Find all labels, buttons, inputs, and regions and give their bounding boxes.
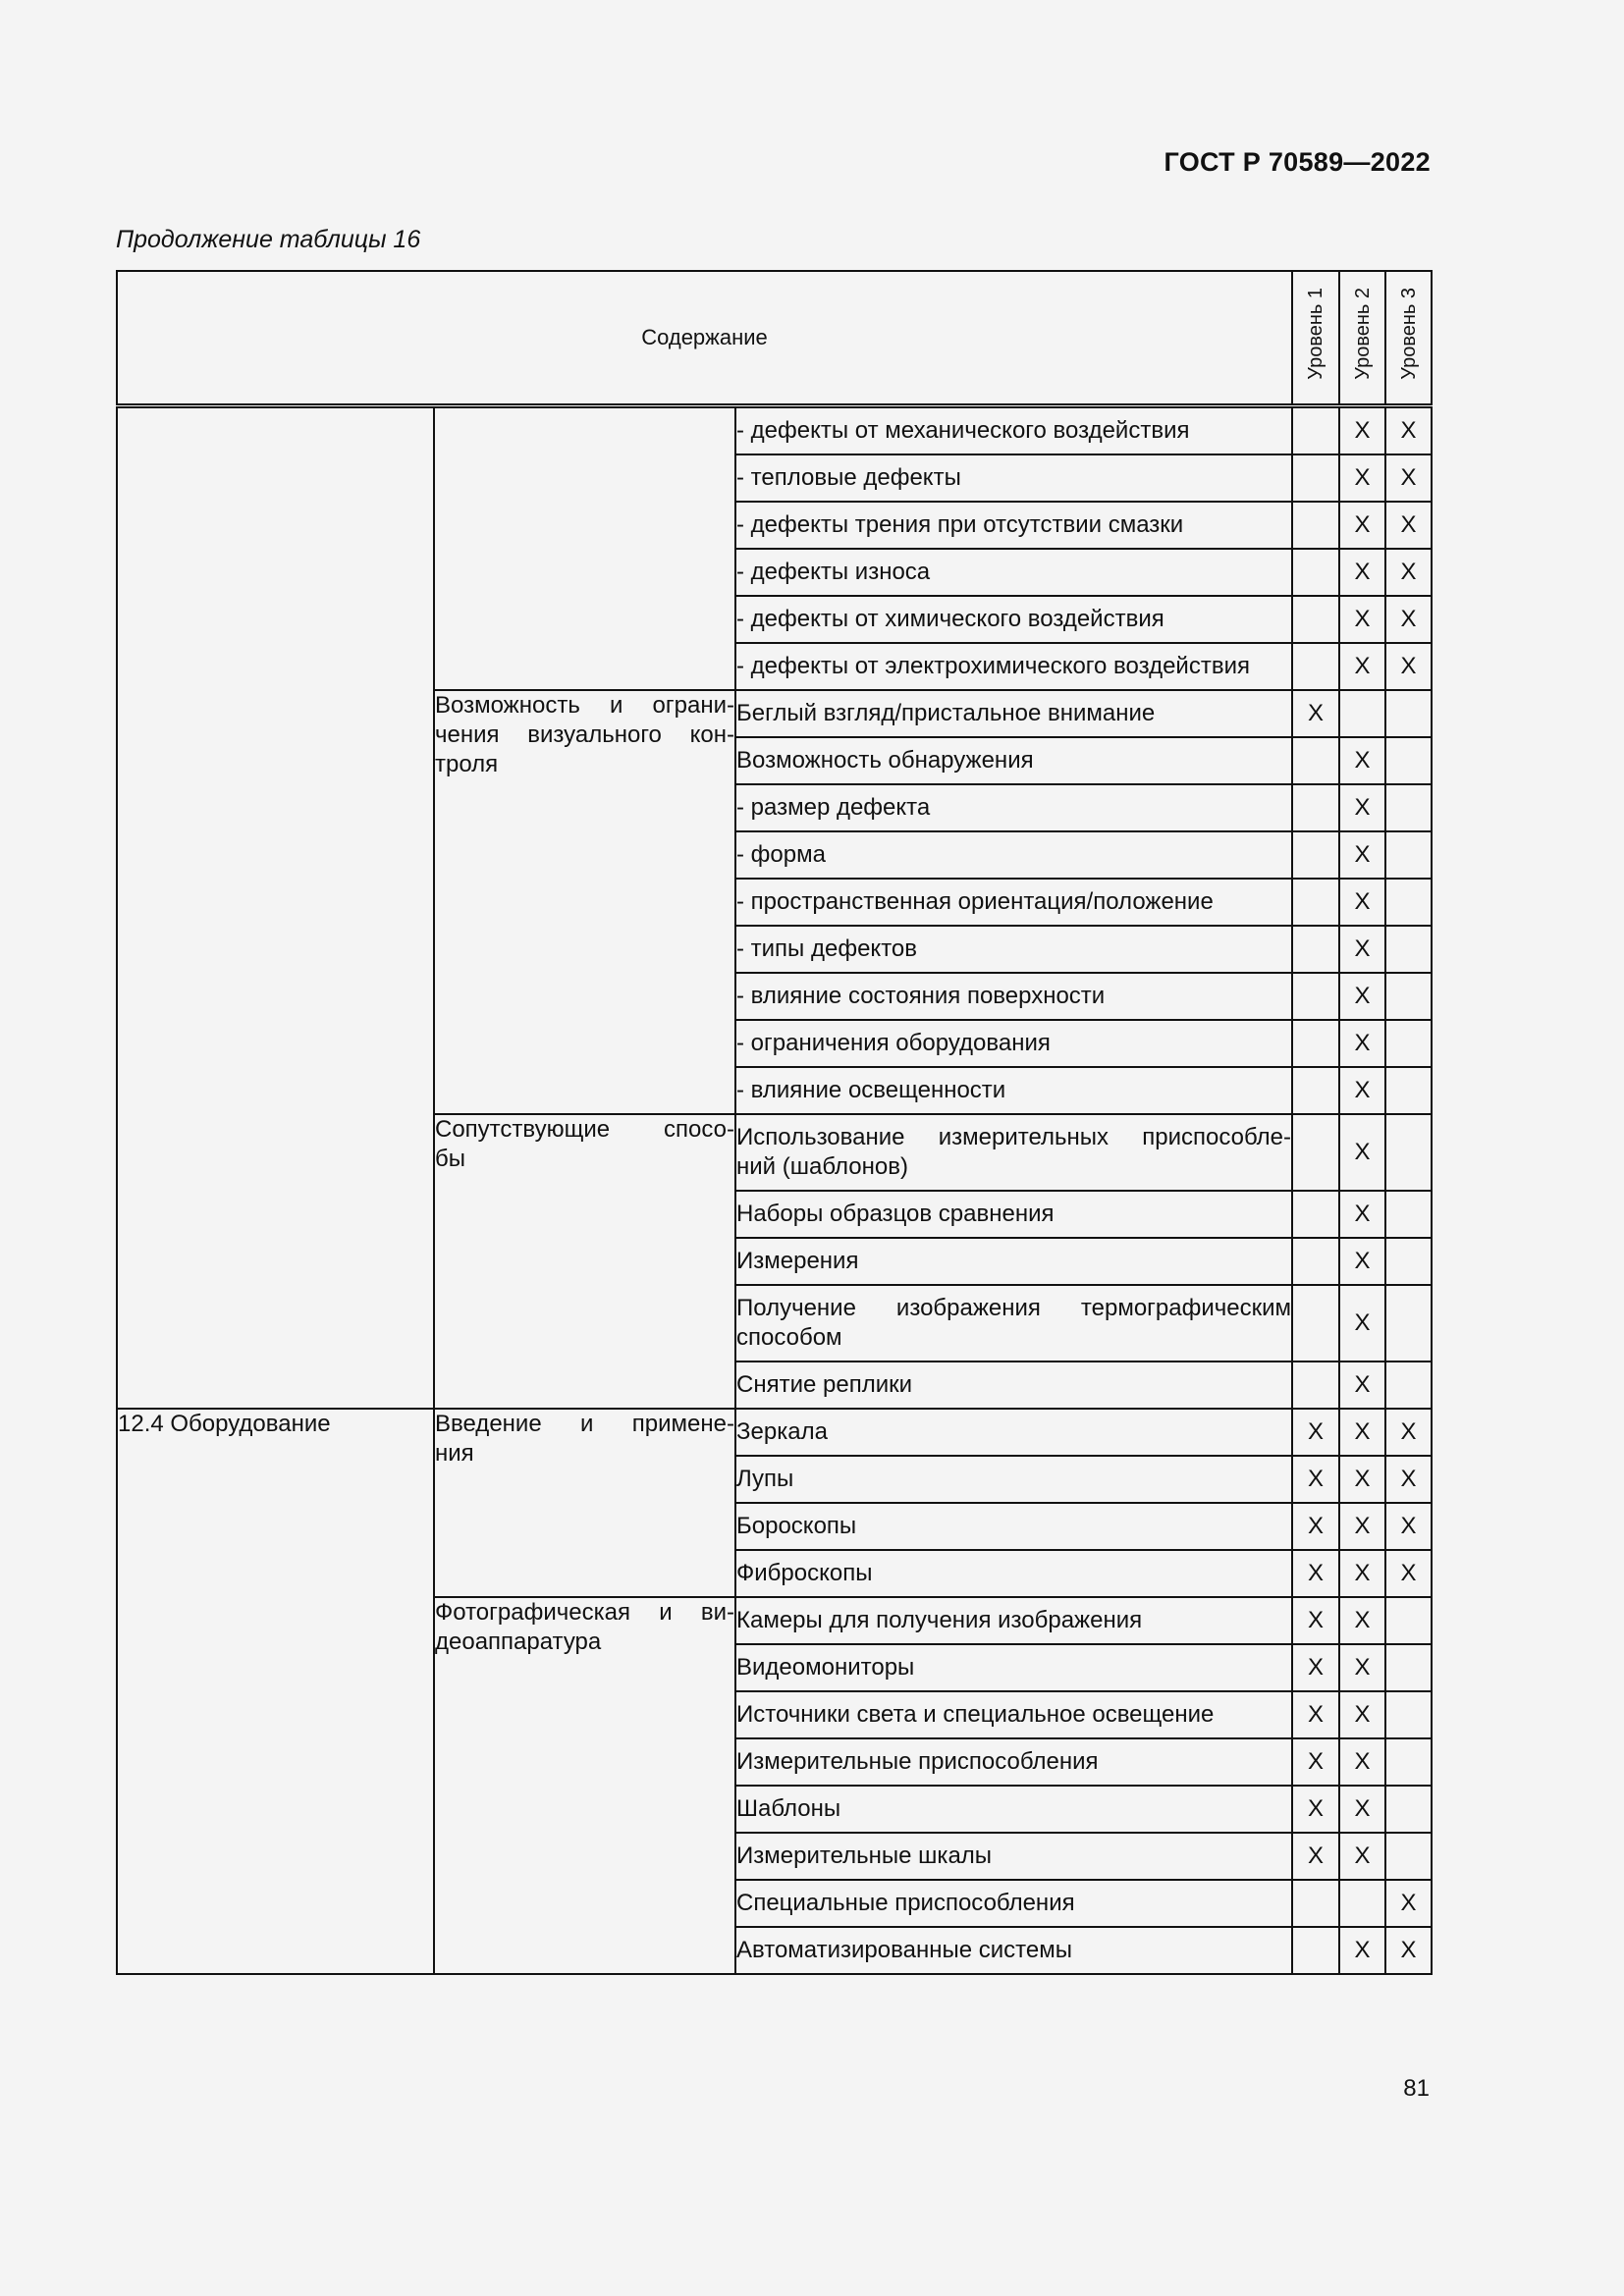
- level-3-mark: [1385, 1362, 1432, 1409]
- level-3-mark: [1385, 1786, 1432, 1833]
- item-cell: - дефекты от электрохимического воздействия: [735, 643, 1292, 690]
- level-3-mark: [1385, 1067, 1432, 1114]
- level-2-mark: X: [1339, 596, 1385, 643]
- level-1-mark: [1292, 831, 1339, 879]
- item-line: способом: [736, 1324, 842, 1351]
- level-1-mark: [1292, 1067, 1339, 1114]
- level-1-mark: [1292, 1362, 1339, 1409]
- subtopic-line: ния: [435, 1440, 474, 1467]
- level-3-mark: [1385, 1691, 1432, 1738]
- item-cell: Видеомониторы: [735, 1644, 1292, 1691]
- level-2-mark: X: [1339, 1833, 1385, 1880]
- level-2-mark: X: [1339, 879, 1385, 926]
- level-3-mark: [1385, 1191, 1432, 1238]
- subtopic-line: деоаппаратура: [435, 1629, 602, 1655]
- level-1-mark: X: [1292, 1503, 1339, 1550]
- level-1-mark: X: [1292, 1644, 1339, 1691]
- level-1-mark: [1292, 1191, 1339, 1238]
- level-1-mark: X: [1292, 1409, 1339, 1456]
- level-1-mark: [1292, 1114, 1339, 1191]
- item-cell: Измерительные шкалы: [735, 1833, 1292, 1880]
- level-3-mark: X: [1385, 549, 1432, 596]
- level-3-mark: X: [1385, 1880, 1432, 1927]
- item-line: Использование измерительных приспособле-: [736, 1124, 1292, 1150]
- level-2-mark: X: [1339, 1285, 1385, 1362]
- level-2-mark: X: [1339, 1238, 1385, 1285]
- item-cell: Снятие реплики: [735, 1362, 1292, 1409]
- level-2-mark: X: [1339, 549, 1385, 596]
- header-level-1: Уровень 1: [1292, 271, 1339, 406]
- item-cell: Беглый взгляд/пристальное внимание: [735, 690, 1292, 737]
- table-header-row: [117, 271, 1432, 406]
- level-3-mark: [1385, 737, 1432, 784]
- header-content: Содержание: [117, 271, 1292, 406]
- level-2-mark: X: [1339, 1738, 1385, 1786]
- section-cell: [117, 406, 434, 1410]
- level-1-mark: X: [1292, 1597, 1339, 1644]
- level-1-mark: [1292, 1285, 1339, 1362]
- requirements-table: [116, 270, 1433, 1975]
- item-cell: - типы дефектов: [735, 926, 1292, 973]
- level-2-mark: X: [1339, 1786, 1385, 1833]
- level-1-mark: [1292, 1238, 1339, 1285]
- level-3-mark: [1385, 1285, 1432, 1362]
- level-2-mark: X: [1339, 1067, 1385, 1114]
- level-1-mark: [1292, 549, 1339, 596]
- table-row: [117, 1409, 1432, 1456]
- table-body: [117, 406, 1432, 1975]
- item-cell: - размер дефекта: [735, 784, 1292, 831]
- level-1-mark: [1292, 973, 1339, 1020]
- subtopic-cell: [434, 1409, 735, 1597]
- item-cell: Фиброскопы: [735, 1550, 1292, 1597]
- level-1-mark: [1292, 406, 1339, 455]
- level-1-mark: [1292, 643, 1339, 690]
- level-2-mark: X: [1339, 1503, 1385, 1550]
- subtopic-cell: [434, 690, 735, 1114]
- level-3-mark: X: [1385, 502, 1432, 549]
- level-1-mark: X: [1292, 1786, 1339, 1833]
- level-2-mark: [1339, 1880, 1385, 1927]
- level-2-mark: X: [1339, 1550, 1385, 1597]
- subtopic-line: Фотографическая и ви-: [435, 1599, 734, 1626]
- subtopic-cell: [434, 1114, 735, 1409]
- level-2-mark: X: [1339, 973, 1385, 1020]
- item-cell: [735, 1285, 1292, 1362]
- level-1-mark: [1292, 926, 1339, 973]
- item-cell: Лупы: [735, 1456, 1292, 1503]
- header-level-2: Уровень 2: [1339, 271, 1385, 406]
- level-2-mark: X: [1339, 784, 1385, 831]
- item-cell: Наборы образцов сравнения: [735, 1191, 1292, 1238]
- level-3-mark: [1385, 831, 1432, 879]
- level-3-mark: [1385, 879, 1432, 926]
- table-row: [117, 406, 1432, 455]
- level-2-mark: X: [1339, 1644, 1385, 1691]
- level-3-mark: X: [1385, 1503, 1432, 1550]
- item-line: Получение изображения термографическим: [736, 1295, 1292, 1321]
- level-2-mark: X: [1339, 1409, 1385, 1456]
- table-caption: Продолжение таблицы 16: [116, 226, 421, 253]
- subtopic-line: чения визуального кон-: [435, 721, 734, 748]
- level-3-mark: [1385, 1238, 1432, 1285]
- subtopic-cell: [434, 1597, 735, 1974]
- level-2-mark: X: [1339, 1114, 1385, 1191]
- level-3-mark: X: [1385, 1550, 1432, 1597]
- header-level-3: Уровень 3: [1385, 271, 1432, 406]
- item-cell: Возможность обнаружения: [735, 737, 1292, 784]
- item-cell: - дефекты от химического воздействия: [735, 596, 1292, 643]
- level-1-mark: [1292, 502, 1339, 549]
- level-1-mark: [1292, 879, 1339, 926]
- subtopic-line: бы: [435, 1146, 465, 1172]
- item-cell: - пространственная ориентация/положение: [735, 879, 1292, 926]
- level-2-mark: X: [1339, 454, 1385, 502]
- level-3-mark: [1385, 1020, 1432, 1067]
- item-line: ний (шаблонов): [736, 1153, 908, 1180]
- level-1-mark: X: [1292, 1550, 1339, 1597]
- item-cell: Специальные приспособления: [735, 1880, 1292, 1927]
- level-1-mark: [1292, 1927, 1339, 1974]
- item-cell: - дефекты от механического воздействия: [735, 406, 1292, 455]
- level-3-mark: [1385, 973, 1432, 1020]
- item-cell: - тепловые дефекты: [735, 454, 1292, 502]
- level-2-mark: X: [1339, 831, 1385, 879]
- item-cell: Измерения: [735, 1238, 1292, 1285]
- level-1-mark: [1292, 1880, 1339, 1927]
- level-3-mark: [1385, 1738, 1432, 1786]
- level-1-mark: X: [1292, 690, 1339, 737]
- item-cell: - ограничения оборудования: [735, 1020, 1292, 1067]
- item-cell: Шаблоны: [735, 1786, 1292, 1833]
- level-3-mark: [1385, 690, 1432, 737]
- level-3-mark: X: [1385, 1456, 1432, 1503]
- item-cell: Зеркала: [735, 1409, 1292, 1456]
- level-2-mark: X: [1339, 1927, 1385, 1974]
- level-2-mark: X: [1339, 643, 1385, 690]
- subtopic-line: Сопутствующие спосо-: [435, 1116, 734, 1143]
- level-2-mark: X: [1339, 737, 1385, 784]
- level-1-mark: X: [1292, 1456, 1339, 1503]
- item-cell: - дефекты трения при отсутствии смазки: [735, 502, 1292, 549]
- level-1-mark: [1292, 454, 1339, 502]
- level-1-mark: [1292, 737, 1339, 784]
- level-2-mark: X: [1339, 1597, 1385, 1644]
- subtopic-line: Введение и примене-: [435, 1411, 734, 1437]
- item-cell: - форма: [735, 831, 1292, 879]
- level-3-mark: X: [1385, 454, 1432, 502]
- page-number: 81: [1403, 2075, 1430, 2102]
- level-3-mark: X: [1385, 1927, 1432, 1974]
- level-3-mark: [1385, 1597, 1432, 1644]
- level-3-mark: [1385, 1644, 1432, 1691]
- item-cell: Камеры для получения изображения: [735, 1597, 1292, 1644]
- level-2-mark: X: [1339, 1691, 1385, 1738]
- item-cell: [735, 1114, 1292, 1191]
- item-cell: - влияние состояния поверхности: [735, 973, 1292, 1020]
- level-3-mark: X: [1385, 406, 1432, 455]
- level-2-mark: [1339, 690, 1385, 737]
- item-cell: Измерительные приспособления: [735, 1738, 1292, 1786]
- level-2-mark: X: [1339, 1362, 1385, 1409]
- level-2-mark: X: [1339, 502, 1385, 549]
- level-3-mark: X: [1385, 596, 1432, 643]
- level-2-mark: X: [1339, 406, 1385, 455]
- level-3-mark: [1385, 1833, 1432, 1880]
- level-2-mark: X: [1339, 926, 1385, 973]
- section-cell: 12.4 Оборудование: [117, 1409, 434, 1974]
- level-3-mark: [1385, 926, 1432, 973]
- item-cell: - влияние освещенности: [735, 1067, 1292, 1114]
- level-3-mark: [1385, 1114, 1432, 1191]
- level-2-mark: X: [1339, 1020, 1385, 1067]
- subtopic-line: Возможность и ограни-: [435, 692, 734, 719]
- subtopic-line: троля: [435, 751, 499, 777]
- level-2-mark: X: [1339, 1456, 1385, 1503]
- level-1-mark: [1292, 1020, 1339, 1067]
- item-cell: Источники света и специальное освещение: [735, 1691, 1292, 1738]
- level-3-mark: X: [1385, 643, 1432, 690]
- level-1-mark: [1292, 596, 1339, 643]
- item-cell: Автоматизированные системы: [735, 1927, 1292, 1974]
- level-3-mark: [1385, 784, 1432, 831]
- item-cell: Бороскопы: [735, 1503, 1292, 1550]
- level-3-mark: X: [1385, 1409, 1432, 1456]
- level-1-mark: [1292, 784, 1339, 831]
- item-cell: - дефекты износа: [735, 549, 1292, 596]
- level-1-mark: X: [1292, 1691, 1339, 1738]
- subtopic-cell: [434, 406, 735, 691]
- level-1-mark: X: [1292, 1833, 1339, 1880]
- level-1-mark: X: [1292, 1738, 1339, 1786]
- level-2-mark: X: [1339, 1191, 1385, 1238]
- document-standard-header: ГОСТ Р 70589—2022: [1164, 147, 1431, 177]
